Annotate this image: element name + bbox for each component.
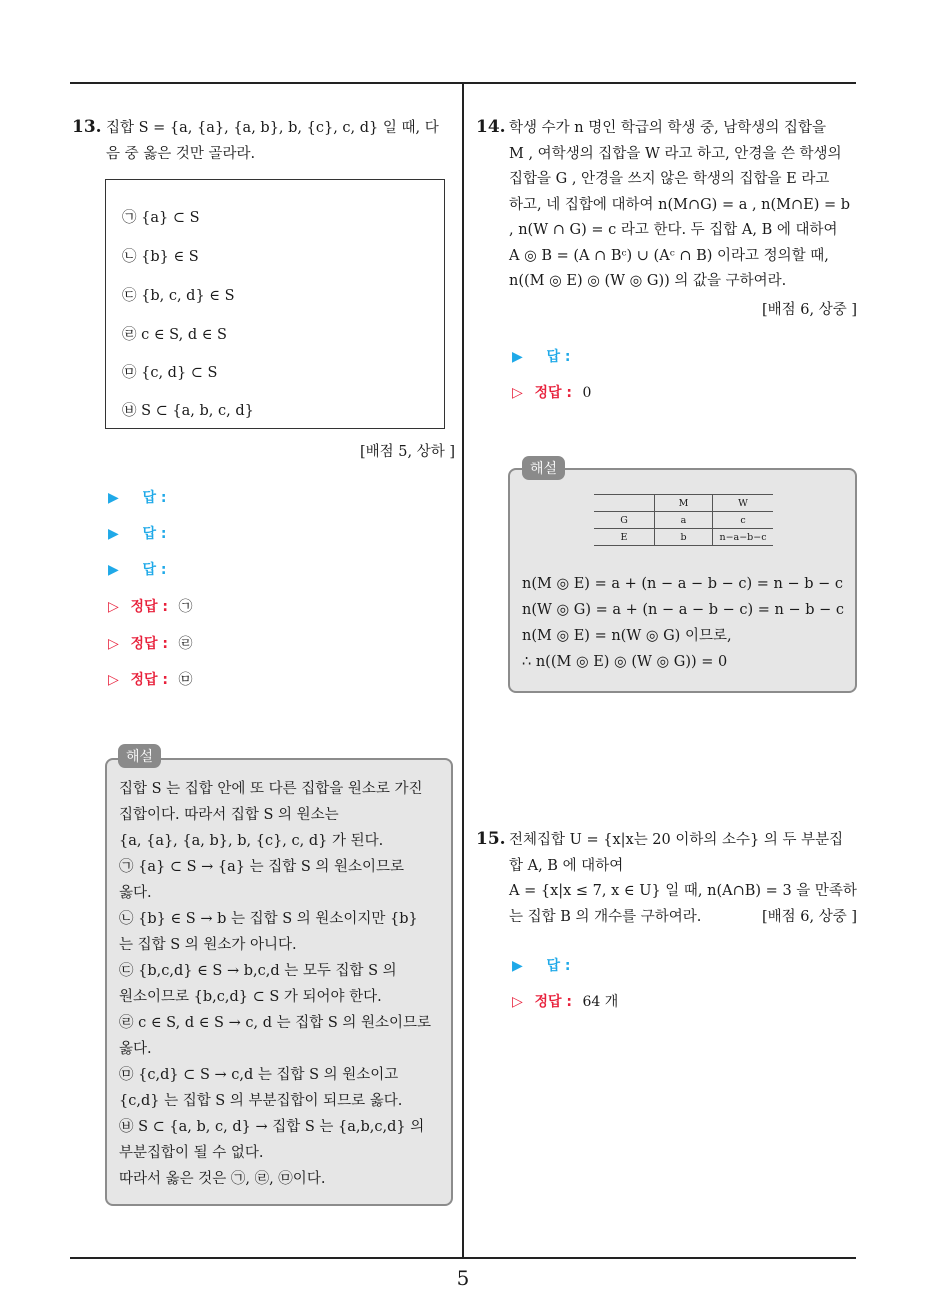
correct-value: ㉣ xyxy=(178,636,193,652)
question-text: 학생 수가 n 명인 학급의 학생 중, 남학생의 집합을 M , 여학생의 집합을 W 라고 하고, 안경을 쓴 학생의 집합을 G , 안경을 쓰지 않은 학생의 집합을 E 라고 하고, 네 집합에 대하여 n(M∩G) = a , n(M∩E) = b , n(W ∩ G) = c 라고 한다. 두 집합 A, B 에 대하여 A ◎ B = (A ∩ Bᶜ) ∪ (Aᶜ ∩ B) 이라고 정의할 때, n((M ◎ E) ◎ (W ◎ G)) 의 값을 구하여라. xyxy=(509,120,851,289)
page-number: 5 xyxy=(456,1266,470,1290)
score: [배점 6, 상중 ] xyxy=(761,302,857,318)
outline-play-icon: ▷ xyxy=(512,385,523,401)
outline-play-icon: ▷ xyxy=(108,672,119,688)
answer-row xyxy=(512,955,570,975)
correct-value: ㉠ xyxy=(178,599,193,615)
solution-tag: 해설 xyxy=(522,456,565,480)
choice-4: ㉣ c ∈ S, d ∈ S xyxy=(122,327,227,343)
correct-label: 정답 : xyxy=(534,385,572,401)
correct-label: 정답 : xyxy=(130,599,168,615)
play-icon: ▶ xyxy=(512,958,523,974)
answer-label: 답 : xyxy=(546,349,571,365)
answer-row xyxy=(108,559,166,579)
correct-answer-row xyxy=(108,633,192,653)
correct-label: 정답 : xyxy=(534,994,572,1010)
solution-box: M W G a c E b n−a−b−c n(M ◎ E) = a + (n − a − b − c) = n − b − c n(W ◎ G) = a + (n − a − b − c) = n − b − c n(M ◎ E) = n(W ◎ G) 이므로, ∴ n((M ◎ E) ◎ (W ◎ G)) = 0 xyxy=(508,468,857,693)
choice-3: ㉢ {b, c, d} ∈ S xyxy=(122,288,235,304)
choices-box xyxy=(105,179,445,429)
outline-play-icon: ▷ xyxy=(108,636,119,652)
correct-answer-row xyxy=(512,991,618,1011)
choice-2: ㉡ {b} ∈ S xyxy=(122,249,199,265)
answer-row xyxy=(108,487,166,507)
question-number: 13. xyxy=(72,117,102,137)
correct-label: 정답 : xyxy=(130,672,168,688)
answer-row xyxy=(108,523,166,543)
choice-5: ㉤ {c, d} ⊂ S xyxy=(122,365,218,381)
correct-value: 64 개 xyxy=(582,994,619,1010)
outline-play-icon: ▷ xyxy=(512,994,523,1010)
correct-value: 0 xyxy=(582,385,592,401)
score: [배점 6, 상중 ] xyxy=(761,909,857,925)
question-text: 집합 S = {a, {a}, {a, b}, b, {c}, c, d} 일 때, 다 음 중 옳은 것만 골라라. xyxy=(106,120,439,162)
play-icon: ▶ xyxy=(512,349,523,365)
answer-label: 답 : xyxy=(142,526,167,542)
correct-value: ㉤ xyxy=(178,672,193,688)
solution-box: 집합 S 는 집합 안에 또 다른 집합을 원소로 가진 집합이다. 따라서 집합 S 의 원소는 {a, {a}, {a, b}, b, {c}, c, d} 가 된다. ㉠ {a} ⊂ S → {a} 는 집합 S 의 원소이므로 옳다. ㉡ {b} ∈ S → b 는 집합 S 의 원소이지만 {b} 는 집합 S 의 원소가 아니다. ㉢ {b,c,d} ∈ S → b,c,d 는 모두 집합 S 의 원소이므로 {b,c,d} ⊂ S 가 되어야 한다. ㉣ c ∈ S, d ∈ S → c, d 는 집합 S 의 원소이므로 옳다. ㉤ {c,d} ⊂ S → c,d 는 집합 S 의 원소이고 {c,d} 는 집합 S 의 부분집합이 되므로 옳다. ㉥ S ⊂ {a, b, c, d} → 집합 S 는 {a,b,c,d} 의 부분집합이 될 수 없다. 따라서 옳은 것은 ㉠, ㉣, ㉤이다. xyxy=(105,758,453,1206)
correct-label: 정답 : xyxy=(130,636,168,652)
question-text: 전체집합 U = {x|x는 20 이하의 소수} 의 두 부분집 합 A, B 에 대하여 A = {x|x ≤ 7, x ∈ U} 일 때, n(A∩B) = 3 을 만족하 는 집합 B 의 개수를 구하여라. xyxy=(509,832,857,925)
question-number: 15. xyxy=(476,829,506,849)
choice-1: ㉠ {a} ⊂ S xyxy=(122,210,200,226)
solution-tag: 해설 xyxy=(118,744,161,768)
play-icon: ▶ xyxy=(108,526,119,542)
correct-answer-row xyxy=(108,596,192,616)
correct-answer-row xyxy=(108,669,192,689)
play-icon: ▶ xyxy=(108,490,119,506)
column-divider xyxy=(462,82,464,1258)
correct-answer-row xyxy=(512,382,591,402)
answer-row xyxy=(512,346,570,366)
score: [배점 5, 상하 ] xyxy=(359,444,455,460)
question-number: 14. xyxy=(476,117,506,137)
choice-6: ㉥ S ⊂ {a, b, c, d} xyxy=(122,403,254,419)
answer-label: 답 : xyxy=(142,562,167,578)
count-table: M W G a c E b n−a−b−c xyxy=(594,494,773,546)
play-icon: ▶ xyxy=(108,562,119,578)
answer-label: 답 : xyxy=(546,958,571,974)
answer-label: 답 : xyxy=(142,490,167,506)
outline-play-icon: ▷ xyxy=(108,599,119,615)
